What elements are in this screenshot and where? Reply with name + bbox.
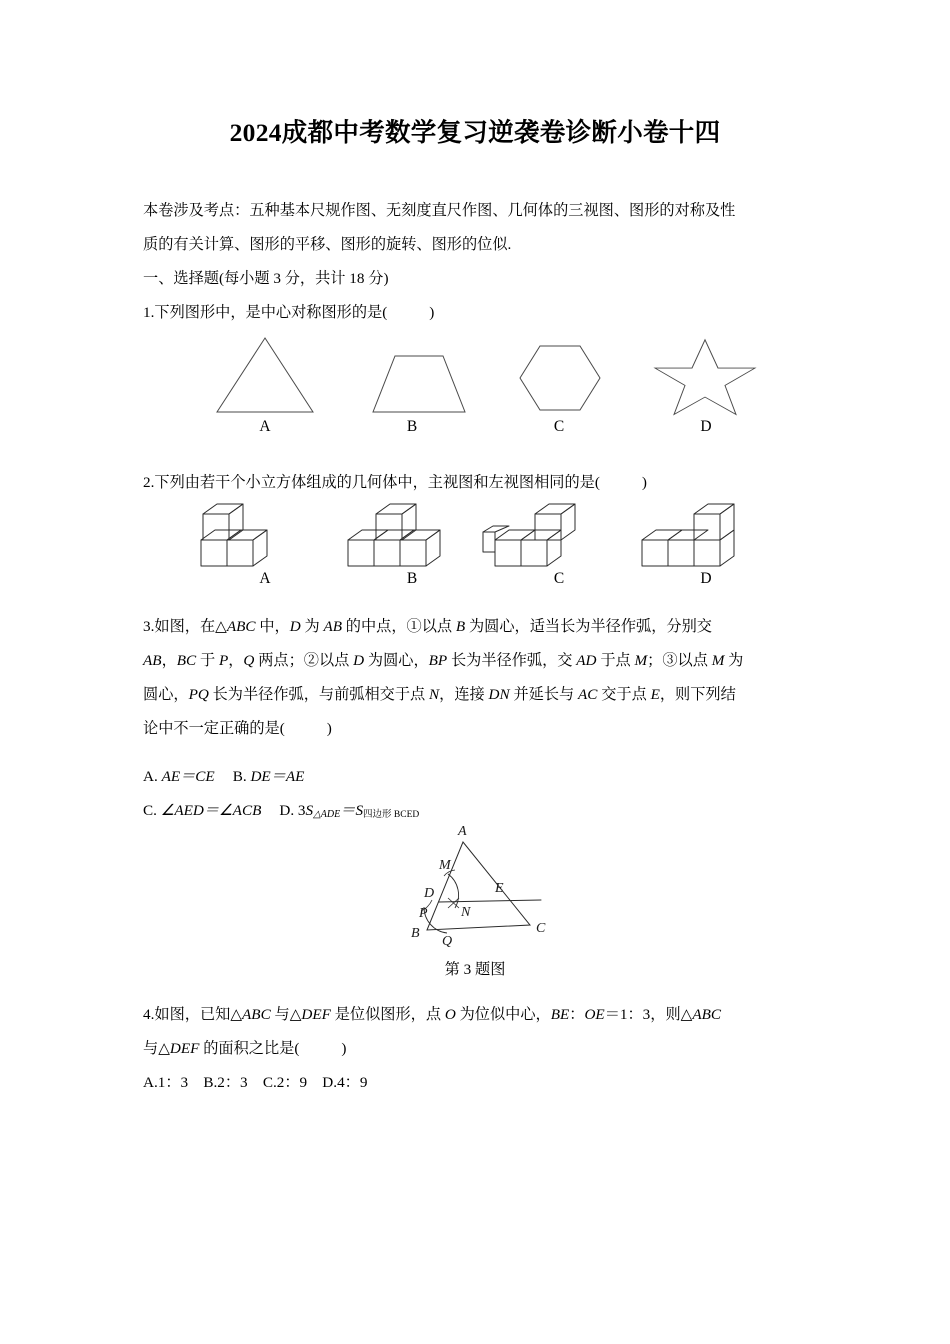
point-label-n: N <box>461 905 471 920</box>
question-1-close-paren: ) <box>429 304 435 321</box>
question-3-line-4: 论中不一定正确的是( ) <box>143 720 332 737</box>
question-4-number: 4. <box>143 1006 155 1023</box>
question-1-text: 下列图形中，是中心对称图形的是( <box>154 304 388 321</box>
point-label-a: A <box>458 824 467 839</box>
point-label-c: C <box>536 921 546 936</box>
cubes-a <box>201 504 267 566</box>
question-2-stem <box>143 466 807 500</box>
choice-label-c: C <box>553 418 565 435</box>
section-heading: 一、选择题(每小题 3 分，共计 18 分) <box>143 270 389 287</box>
choice-label-b: B <box>406 418 418 435</box>
question-2-text: 下列由若干个小立方体组成的几何体中，主视图和左视图相同的是( <box>154 474 600 491</box>
intro-paragraph <box>143 194 807 262</box>
question-3-stem <box>143 610 807 746</box>
choice-label-a: A <box>259 418 271 435</box>
shape-five-pointed-star <box>655 340 755 415</box>
question-2-figures <box>143 500 807 578</box>
question-3-options-line-1: A. AE＝CE B. DE＝AE <box>143 768 305 785</box>
shape-triangle <box>217 338 313 412</box>
question-1-shape-svg <box>143 334 807 416</box>
question-4-line-2: 与△DEF 的面积之比是( ) <box>143 1040 347 1057</box>
page-title: 2024成都中考数学复习逆袭卷诊断小卷十四 <box>229 118 721 147</box>
choice-label-b: B <box>406 570 418 587</box>
choice-label-d: D <box>700 418 712 435</box>
question-3-line-3: 圆心，PQ 长为半径作弧，与前弧相交于点 N，连接 DN 并延长与 AC 交于点 E，则下列结 <box>143 686 736 703</box>
point-label-q: Q <box>442 934 453 949</box>
question-4-stem <box>143 998 807 1100</box>
question-4-line-1: 4.如图，已知△ABC 与△DEF 是位似图形，点 O 为位似中心，BE：OE＝1：3，则△ABC <box>143 1006 722 1023</box>
cubes-b <box>348 504 440 566</box>
triangle-construction-svg <box>143 820 807 949</box>
choice-label-a: A <box>259 570 271 587</box>
intro-line-1: 本卷涉及考点：五种基本尺规作图、无刻度直尺作图、几何体的三视图、图形的对称及性 <box>143 202 736 219</box>
shape-hexagon <box>520 346 600 410</box>
point-label-d: D <box>424 886 435 901</box>
question-1-number: 1. <box>143 304 155 321</box>
cubes-c <box>483 504 575 566</box>
question-1-stem <box>143 296 807 330</box>
question-3-figure <box>143 820 807 949</box>
point-label-b: B <box>411 926 420 941</box>
question-2-cubes-svg <box>143 500 807 578</box>
question-4-options: A.1：3 B.2：3 C.2：9 D.4：9 <box>143 1074 368 1091</box>
question-1-figures <box>143 334 807 416</box>
question-2-number: 2. <box>143 474 155 491</box>
intro-line-2: 质的有关计算、图形的平移、图形的旋转、图形的位似. <box>143 236 512 253</box>
cubes-d <box>642 504 734 566</box>
question-3-figure-caption: 第 3 题图 <box>444 961 506 978</box>
point-label-m: M <box>439 858 451 873</box>
question-3-options-line-2: C. ∠AED＝∠ACB D. 3S△ADE＝S四边形 BCED <box>143 802 420 820</box>
point-label-p: P <box>419 906 428 921</box>
question-3-number: 3. <box>143 618 155 635</box>
question-3-line-1: 3.如图，在△ABC 中，D 为 AB 的中点，①以点 B 为圆心，适当长为半径作弧，分别交 <box>143 618 712 635</box>
choice-label-c: C <box>553 570 565 587</box>
question-3-line-2: AB，BC 于 P，Q 两点；②以点 D 为圆心，BP 长为半径作弧，交 AD 于点 M；③以点 M 为 <box>143 652 744 669</box>
point-label-e: E <box>495 881 504 896</box>
choice-label-d: D <box>700 570 712 587</box>
question-2-close-paren: ) <box>641 474 647 491</box>
shape-trapezoid <box>373 356 465 412</box>
